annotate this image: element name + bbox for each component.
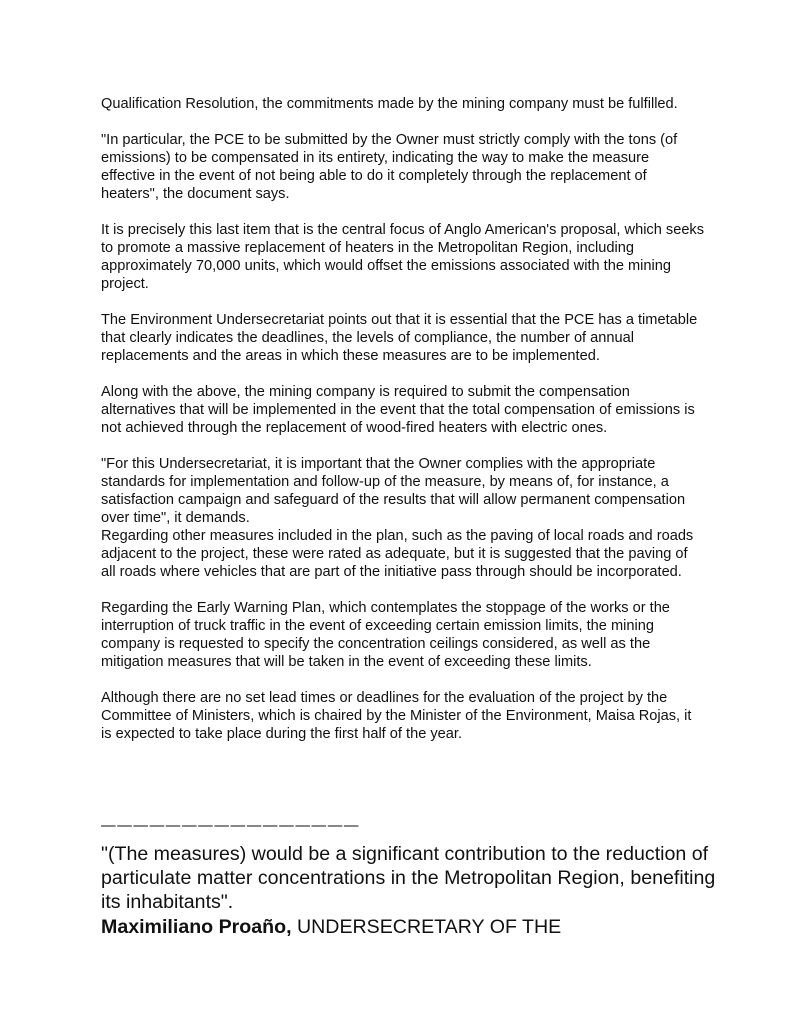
paragraph-5: Along with the above, the mining company is required to submit the compensation alternatives that will be implemented in the event that the total compensation of emissions is not achieved through the replacement of wood-fired heaters with electric ones. [101,384,695,436]
paragraph-2: "In particular, the PCE to be submitted by the Owner must strictly comply with the tons (of emissions) to be compensated in its entirety, indicating the way to make the measure effective in the event of not being able to do it completely through the replacement of heaters", the document says. [101,132,678,202]
paragraph-3: It is precisely this last item that is the central focus of Anglo American's proposal, which seeks to promote a massive replacement of heaters in the Metropolitan Region, including approximately 70,000 units, which would offset the emissions associated with the mining project. [101,222,705,292]
speaker-name: Maximiliano Proaño, [101,916,292,938]
paragraph-4: The Environment Undersecretariat points out that it is essential that the PCE has a timetable that clearly indicates the deadlines, the levels of compliance, the number of annual replacements and the areas in which these measures are to be implemented. [101,312,698,364]
paragraph-7: Regarding other measures included in the plan, such as the paving of local roads and roads adjacent to the project, these were rated as adequate, but it is suggested that the paving of all roads where vehicles that are part of the initiative pass through should be incorporated. [101,528,694,580]
paragraph-1: Qualification Resolution, the commitments made by the mining company must be fulfilled. [101,96,678,112]
article-body [101,95,706,761]
paragraph-8: Regarding the Early Warning Plan, which contemplates the stoppage of the works or the interruption of truck traffic in the event of exceeding certain emission limits, the mining company is requested to specify the concentration ceilings considered, as well as the mitigation measures that will be taken in the event of exceeding these limits. [101,600,670,670]
quote-attribution [101,915,721,939]
quote-divider: ———————————————— [101,818,361,834]
speaker-title: UNDERSECRETARY OF THE [291,916,562,938]
paragraph-9: Although there are no set lead times or deadlines for the evaluation of the project by the Committee of Ministers, which is chaired by the Minister of the Environment, Maisa Rojas, it is expected to take place during the first half of the year. [101,690,692,742]
paragraph-6: "For this Undersecretariat, it is important that the Owner complies with the appropriate standards for implementation and follow-up of the measure, by means of, for instance, a satisfaction campaign and safeguard of the results that will allow permanent compensation over time", it demands. [101,456,686,526]
pull-quote: "(The measures) would be a significant contribution to the reduction of particulate matter concentrations in the Metropolitan Region, benefiting its inhabitants". [101,843,716,913]
